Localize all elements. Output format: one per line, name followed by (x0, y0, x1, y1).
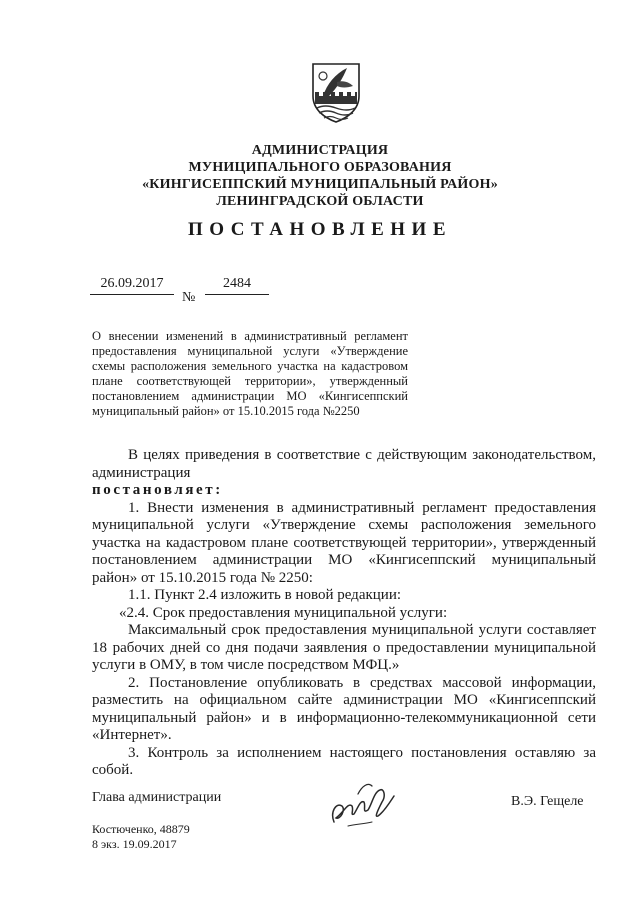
copies-info: 8 экз. 19.09.2017 (92, 837, 177, 851)
intro-paragraph: В целях приведения в соответствие с действующим законодательством, администрация (92, 447, 596, 481)
paragraph-1: 1. Внести изменения в административный регламент предоставления муниципальной услуги «Утверждение схемы расположения земельного участка на кадастровом плане соответствующей территории», утвержденный постановлением администрации МО «Кингисеппский муниципальный район» от 15.10.2015 года № 2250: (92, 499, 596, 586)
header-line-district: «КИНГИСЕППСКИЙ МУНИЦИПАЛЬНЫЙ РАЙОН» (142, 177, 498, 192)
paragraph-2: 2. Постановление опубликовать в средствах массовой информации, разместить на официальном сайте администрации МО «Кингисеппский муниципальный район» и в информационно-телекоммуникационной сети «Интернет». (92, 674, 596, 743)
executor-info: Костюченко, 48879 (92, 822, 190, 836)
document-footer (92, 822, 190, 852)
paragraph-quote-text: Максимальный срок предоставления муниципальной услуги составляет 18 рабочих дней со дня подачи заявления о предоставлении муниципальной услуги в ОМУ, в том числе посредством МФЦ.» (92, 622, 596, 673)
coat-of-arms-emblem (307, 60, 365, 128)
paragraph-3: 3. Контроль за исполнением настоящего постановления оставляю за собой. (92, 744, 596, 778)
handwritten-signature (328, 772, 398, 832)
header-line-administration: АДМИНИСТРАЦИЯ (251, 143, 389, 158)
header-line-municipality: МУНИЦИПАЛЬНОГО ОБРАЗОВАНИЯ (188, 160, 452, 175)
signatory-role: Глава администрации (92, 790, 222, 805)
number-sign: № (182, 290, 196, 305)
signatory-name: В.Э. Гещеле (511, 794, 584, 809)
document-number: 2484 (205, 276, 269, 295)
document-body (92, 447, 596, 780)
header-line-region: ЛЕНИНГРАДСКОЙ ОБЛАСТИ (216, 194, 424, 209)
document-subject: О внесении изменений в административный регламент предоставления муниципальной услуги «Утверждение схемы расположения земельного участка на кадастровом плане соответствующей территории», утвержденный постановлением администрации МО «Кингисеппский муниципальный район» от 15.10.2015 года №2250 (92, 329, 408, 418)
paragraph-1-1: 1.1. Пункт 2.4 изложить в новой редакции: (128, 587, 402, 603)
document-date: 26.09.2017 (90, 276, 174, 295)
resolves-heading: постановляет: (92, 482, 223, 498)
document-title: ПОСТАНОВЛЕНИЕ (187, 219, 453, 240)
paragraph-quote-heading: «2.4. Срок предоставления муниципальной услуги: (119, 604, 448, 621)
